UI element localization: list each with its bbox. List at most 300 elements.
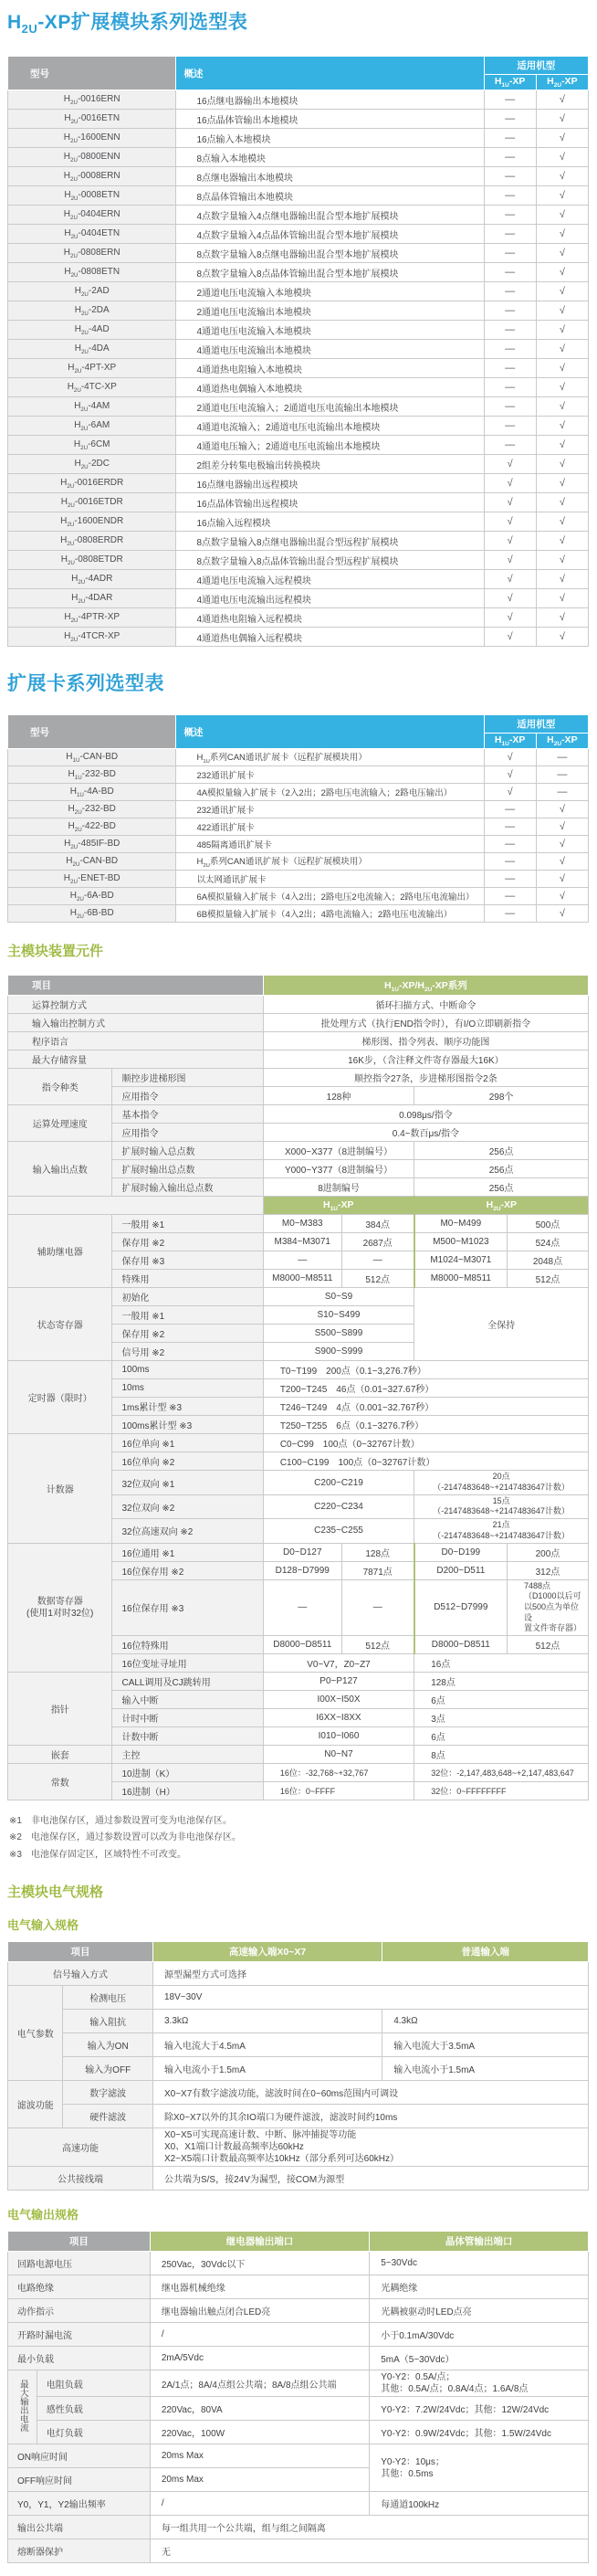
description-cell: 16点输入远程模块 xyxy=(176,512,484,532)
table-row xyxy=(8,1014,589,1032)
table-row xyxy=(8,2370,589,2397)
label-cell: 最大存储容量 xyxy=(8,1050,264,1069)
value-cell: 小于0.1mA/30Vdc xyxy=(370,2323,589,2347)
value-cell: 4.3kΩ xyxy=(382,2010,589,2033)
model-cell: $H_{2U}-2AD$ xyxy=(8,282,176,301)
label-cell: 输入为OFF xyxy=(63,2057,153,2081)
model-cell: $H_{2U}-6A-BD$ xyxy=(8,888,176,905)
check-cell-h1u: √ xyxy=(484,749,536,766)
table-row xyxy=(8,1105,589,1124)
column-header-h2u-xp: $H_{2U}-XP$ xyxy=(536,75,588,90)
description-cell: 4通道电压电流输入本地模块 xyxy=(176,321,484,340)
group-label-cell: 辅助继电器 xyxy=(8,1215,112,1288)
value-cell: Y000~Y377（8进制编号） xyxy=(263,1160,414,1178)
value-cell: — xyxy=(263,1579,341,1635)
label-cell: 回路电源电压 xyxy=(8,2252,151,2275)
check-cell-h2u: √ xyxy=(536,628,588,647)
value-cell: M0~M499 xyxy=(414,1215,508,1233)
table-row xyxy=(8,455,589,474)
label-cell: 开路时漏电流 xyxy=(8,2323,151,2347)
description-cell: 4通道电压电流输出远程模块 xyxy=(176,589,484,608)
value-cell: 128点 xyxy=(414,1672,589,1690)
value-cell: C200~C219 xyxy=(263,1471,414,1494)
value-cell: 250Vac，30Vdc以下 xyxy=(150,2252,369,2275)
model-cell: $H_{2U}-0808ERDR$ xyxy=(8,532,176,551)
value-cell: 5mA（5~30Vdc） xyxy=(370,2347,589,2370)
table-row xyxy=(8,888,589,905)
model-cell: $H_{2U}-0404ETN$ xyxy=(8,225,176,244)
value-cell: 256点 xyxy=(414,1160,589,1178)
model-cell: $H_{2U}-ENET-BD$ xyxy=(8,871,176,888)
check-cell-h1u: √ xyxy=(484,474,536,493)
group-label-cell: 电气参数 xyxy=(8,1986,63,2081)
value-cell: 3点 xyxy=(414,1708,589,1726)
table-row xyxy=(8,263,589,282)
check-cell-h2u: √ xyxy=(536,493,588,512)
check-cell-h1u: — xyxy=(484,397,536,417)
value-cell: 继电器输出触点闭合LED亮 xyxy=(150,2299,369,2323)
description-cell: 16点继电器输出远程模块 xyxy=(176,474,484,493)
label-cell: 保存用 ※2 xyxy=(112,1233,263,1251)
description-cell: 4通道热电阻输入本地模块 xyxy=(176,359,484,378)
table-row xyxy=(8,301,589,321)
label-cell: 扩展时输入输出总点数 xyxy=(112,1178,263,1197)
model-cell: $H_{2U}-0016ERDR$ xyxy=(8,474,176,493)
table-row xyxy=(8,2167,589,2191)
main-module-components-table xyxy=(7,975,589,1800)
table-row xyxy=(8,2232,589,2252)
value-cell: C235~C255 xyxy=(263,1519,414,1543)
value-cell: V0~V7，Z0~Z7 xyxy=(263,1653,414,1672)
label-cell: 扩展时输出总点数 xyxy=(112,1160,263,1178)
value-cell: T250~T255 6点（0.1~3276.7秒） xyxy=(263,1416,588,1434)
table-row xyxy=(8,378,589,397)
description-cell: 4通道电压输入；2通道电压电流输出本地模块 xyxy=(176,436,484,455)
value-cell: 输入电流大于3.5mA xyxy=(382,2033,589,2057)
table-row xyxy=(8,976,589,996)
check-cell-h1u: — xyxy=(484,186,536,206)
model-cell: $H_{2U}-4DAR$ xyxy=(8,589,176,608)
label-cell: 计数中断 xyxy=(112,1726,263,1745)
check-cell-h2u: √ xyxy=(536,340,588,359)
label-cell: 高速功能 xyxy=(8,2128,153,2167)
check-cell-h2u: √ xyxy=(536,359,588,378)
description-cell: 16点晶体管输出远程模块 xyxy=(176,493,484,512)
description-cell: 232通讯扩展卡 xyxy=(176,766,484,784)
group-label-cell: 状态寄存器 xyxy=(8,1288,112,1361)
check-cell-h2u: √ xyxy=(536,397,588,417)
table-row xyxy=(8,1745,589,1763)
description-cell: 2组差分转集电极输出转换模块 xyxy=(176,455,484,474)
value-cell: 500点 xyxy=(507,1215,588,1233)
description-cell: 6A模拟量输入扩展卡（4入2出；2路电压2电流输入；2路电压电流输出） xyxy=(176,888,484,905)
label-cell: 32位高速双向 ※2 xyxy=(112,1519,263,1543)
check-cell-h1u: — xyxy=(484,263,536,282)
value-cell: 源型漏型方式可选择 xyxy=(152,1962,588,1986)
description-cell: 16点继电器输出本地模块 xyxy=(176,90,484,110)
label-cell: 扩展时输入总点数 xyxy=(112,1142,263,1160)
value-cell: / xyxy=(150,2323,369,2347)
footnote-1: ※1 非电池保存区，通过参数设置可变为电池保存区。 xyxy=(9,1815,232,1826)
value-cell: 6点 xyxy=(414,1690,589,1708)
check-cell-h2u: √ xyxy=(536,282,588,301)
value-cell: 公共端为S/S，接24V为漏型，接COM为源型 xyxy=(152,2167,588,2191)
check-cell-h1u: — xyxy=(484,301,536,321)
model-cell: $H_{2U}-2DA$ xyxy=(8,301,176,321)
description-cell: 4通道热电阻输入远程模块 xyxy=(176,608,484,628)
value-cell: 全保持 xyxy=(414,1288,589,1361)
description-cell: 422通讯扩展卡 xyxy=(176,818,484,836)
value-cell: 512点 xyxy=(507,1270,588,1288)
value-cell: 5~30Vdc xyxy=(370,2252,589,2275)
value-cell: T246~T249 4点（0.001~32.767秒） xyxy=(263,1398,588,1416)
label-cell: 最小负载 xyxy=(8,2347,151,2370)
column-header-desc: 概述 xyxy=(176,57,484,90)
table-header-cell: 项目 xyxy=(8,2232,151,2252)
description-cell: 4A模拟量输入扩展卡（2入2出；2路电压电流输入；2路电压输出） xyxy=(176,784,484,801)
table-row xyxy=(8,129,589,148)
description-cell: 4通道热电偶输入远程模块 xyxy=(176,628,484,647)
table-row xyxy=(8,551,589,570)
label-cell: 硬件滤波 xyxy=(63,2105,153,2128)
table-row xyxy=(8,225,589,244)
check-cell-h1u: √ xyxy=(484,589,536,608)
value-cell: 32位：0~FFFFFFFF xyxy=(414,1781,589,1800)
table-row xyxy=(8,996,589,1014)
value-cell: T200~T245 46点（0.01~327.67秒） xyxy=(263,1379,588,1398)
description-cell: 4点数字量输入4点继电器输出混合型本地扩展模块 xyxy=(176,206,484,225)
check-cell-h2u: √ xyxy=(536,244,588,263)
table-row xyxy=(8,493,589,512)
check-cell-h2u: √ xyxy=(536,888,588,905)
table-row xyxy=(8,90,589,110)
label-cell: 电灯负载 xyxy=(37,2421,150,2444)
value-cell: S500~S899 xyxy=(263,1325,414,1343)
value-cell: 7871点 xyxy=(341,1561,414,1579)
check-cell-h1u: — xyxy=(484,129,536,148)
check-cell-h2u: √ xyxy=(536,818,588,836)
label-cell: 32位双向 ※2 xyxy=(112,1494,263,1518)
table-row xyxy=(8,436,589,455)
check-cell-h1u: √ xyxy=(484,784,536,801)
value-cell: 2A/1点；8A/4点组公共端；8A/8点组公共端 xyxy=(150,2370,369,2397)
check-cell-h2u: √ xyxy=(536,589,588,608)
label-cell: 保存用 ※3 xyxy=(112,1251,263,1270)
model-cell: $H_{2U}-0808ETN$ xyxy=(8,263,176,282)
check-cell-h2u: √ xyxy=(536,532,588,551)
table-header-cell: 继电器输出端口 xyxy=(150,2232,369,2252)
value-cell: M8000~M8511 xyxy=(414,1270,508,1288)
table-row xyxy=(8,2492,589,2516)
value-cell: 批处理方式（执行END指令时），有I/O立即刷新指令 xyxy=(263,1014,588,1032)
check-cell-h2u: √ xyxy=(536,474,588,493)
table-row xyxy=(8,853,589,871)
value-cell: 220Vac，80VA xyxy=(150,2397,369,2421)
table-row xyxy=(8,1543,589,1561)
table-header-cell: 晶体管输出端口 xyxy=(370,2232,589,2252)
table-row xyxy=(8,818,589,836)
value-cell: M8000~M8511 xyxy=(263,1270,341,1288)
value-cell: 光耦被驱动时LED点亮 xyxy=(370,2299,589,2323)
group-label-cell: 常数 xyxy=(8,1763,112,1800)
description-cell: 以太网通讯扩展卡 xyxy=(176,871,484,888)
table-row xyxy=(8,186,589,206)
model-cell: $H_{2U}-4DA$ xyxy=(8,340,176,359)
label-cell: 运算控制方式 xyxy=(8,996,264,1014)
value-cell: D512~D7999 xyxy=(414,1579,508,1635)
check-cell-h2u: — xyxy=(536,784,588,801)
description-cell: 2通道电压电流输入；2通道电压电流输出本地模块 xyxy=(176,397,484,417)
label-cell: 16进制（H） xyxy=(112,1781,263,1800)
table-row xyxy=(8,2347,589,2370)
label-cell: 16位特殊用 xyxy=(112,1635,263,1653)
model-cell: $H_{2U}-485IF-BD$ xyxy=(8,836,176,853)
expansion-card-selection-table xyxy=(7,714,589,923)
table-header-cell: 项目 xyxy=(8,1942,153,1962)
model-cell: $H_{2U}-4AD$ xyxy=(8,321,176,340)
check-cell-h2u: √ xyxy=(536,417,588,436)
check-cell-h2u: √ xyxy=(536,455,588,474)
value-cell: — xyxy=(263,1251,341,1270)
label-cell: 计时中断 xyxy=(112,1708,263,1726)
value-cell: Y0-Y2：10μs； 其他：0.5ms xyxy=(370,2444,589,2492)
model-cell: $H_{2U}-0808ERN$ xyxy=(8,244,176,263)
value-cell: I010~I060 xyxy=(263,1726,414,1745)
value-cell: X0~X5可实现高速计数、中断、脉冲捕捉等功能 X0、X1端口计数最高频率达60kHz X2~X5端口计数最高频率达10kHz（部分系列可达60kHz） xyxy=(152,2128,588,2167)
group-label-cell: 嵌套 xyxy=(8,1745,112,1763)
column-header-desc: 概述 xyxy=(176,715,484,749)
value-cell: 15点 （-2147483648~+2147483647计数） xyxy=(414,1494,589,1518)
value-cell: 16位：-32,768~+32,767 xyxy=(263,1763,414,1781)
table-row xyxy=(8,206,589,225)
model-cell: $H_{2U}-6CM$ xyxy=(8,436,176,455)
model-cell: $H_{2U}-0008ETN$ xyxy=(8,186,176,206)
description-cell: 485隔离通讯扩展卡 xyxy=(176,836,484,853)
description-cell: 2通道电压电流输入本地模块 xyxy=(176,282,484,301)
value-cell: 2048点 xyxy=(507,1251,588,1270)
group-label-cell: 输入输出点数 xyxy=(8,1142,112,1197)
value-cell: M384~M3071 xyxy=(263,1233,341,1251)
check-cell-h1u: — xyxy=(484,340,536,359)
label-cell: 顺控步进梯形图 xyxy=(112,1069,263,1087)
value-cell: S0~S9 xyxy=(263,1288,414,1306)
label-cell: 一般用 ※1 xyxy=(112,1306,263,1325)
label-cell: 16位保存用 ※3 xyxy=(112,1579,263,1635)
table-row xyxy=(8,417,589,436)
model-cell: $H_{2U}-6AM$ xyxy=(8,417,176,436)
table-row xyxy=(8,2275,589,2299)
label-cell: 应用指令 xyxy=(112,1087,263,1105)
description-cell: 4通道电压电流输出本地模块 xyxy=(176,340,484,359)
value-cell: 512点 xyxy=(341,1635,414,1653)
model-cell: $H_{2U}-6B-BD$ xyxy=(8,905,176,923)
label-cell: 输入阻抗 xyxy=(63,2010,153,2033)
model-cell: $H_{2U}-232-BD$ xyxy=(8,801,176,818)
table-row xyxy=(8,2397,589,2421)
check-cell-h1u: — xyxy=(484,417,536,436)
table-row xyxy=(8,397,589,417)
description-cell: 8点数字量输入8点晶体管输出混合型远程扩展模块 xyxy=(176,551,484,570)
series-header-cell: $H_{2U}-XP$ xyxy=(414,1197,589,1215)
value-cell: 输入电流小于1.5mA xyxy=(152,2057,382,2081)
value-cell: X000~X377（8进制编号） xyxy=(263,1142,414,1160)
table-row xyxy=(8,608,589,628)
label-cell: 16位变址寻址用 xyxy=(112,1653,263,1672)
check-cell-h1u: √ xyxy=(484,455,536,474)
label-cell: 16位通用 ※1 xyxy=(112,1543,263,1561)
check-cell-h2u: √ xyxy=(536,512,588,532)
value-cell: 32位：-2,147,483,648~+2,147,483,647 xyxy=(414,1763,589,1781)
model-cell: $H_{2U}-0016ETDR$ xyxy=(8,493,176,512)
column-header-applicable: 适用机型 xyxy=(484,715,588,734)
table-row xyxy=(8,2252,589,2275)
check-cell-h1u: √ xyxy=(484,532,536,551)
table-row xyxy=(8,749,589,766)
label-cell: 16位保存用 ※2 xyxy=(112,1561,263,1579)
value-cell: I6XX~I8XX xyxy=(263,1708,414,1726)
check-cell-h2u: √ xyxy=(536,129,588,148)
value-cell: 0.098μs/指令 xyxy=(263,1105,588,1124)
label-cell: 特殊用 xyxy=(112,1270,263,1288)
check-cell-h1u: — xyxy=(484,853,536,871)
column-header-h1u-xp: $H_{1U}-XP$ xyxy=(484,734,536,749)
check-cell-h1u: — xyxy=(484,282,536,301)
check-cell-h2u: √ xyxy=(536,321,588,340)
model-cell: $H_{2U}-1600ENDR$ xyxy=(8,512,176,532)
label-cell: 一般用 ※1 xyxy=(112,1215,263,1233)
label-cell xyxy=(8,1197,264,1215)
check-cell-h2u: √ xyxy=(536,871,588,888)
column-header-h2u-xp: $H_{2U}-XP$ xyxy=(536,734,588,749)
check-cell-h1u: — xyxy=(484,436,536,455)
value-cell: P0~P127 xyxy=(263,1672,414,1690)
check-cell-h2u: √ xyxy=(536,853,588,871)
model-cell: $H_{2U}-4PT-XP$ xyxy=(8,359,176,378)
table-row xyxy=(8,2105,589,2128)
description-cell: 2通道电压电流输出本地模块 xyxy=(176,301,484,321)
label-cell: 信号输入方式 xyxy=(8,1962,153,1986)
label-cell: 公共接线端 xyxy=(8,2167,153,2191)
value-cell: 2687点 xyxy=(341,1233,414,1251)
check-cell-h2u: √ xyxy=(536,570,588,589)
value-cell: S900~S999 xyxy=(263,1343,414,1361)
check-cell-h2u: √ xyxy=(536,836,588,853)
value-cell: 8点 xyxy=(414,1745,589,1763)
description-cell: 4点数字量输入4点晶体管输出混合型本地扩展模块 xyxy=(176,225,484,244)
table-row xyxy=(8,2444,589,2468)
table-row xyxy=(8,359,589,378)
table-row xyxy=(8,905,589,923)
description-cell: 4通道热电偶输入本地模块 xyxy=(176,378,484,397)
value-cell: 输入电流大于4.5mA xyxy=(152,2033,382,2057)
value-cell: 512点 xyxy=(507,1635,588,1653)
value-cell: 200点 xyxy=(507,1543,588,1561)
label-cell: 感性负载 xyxy=(37,2397,150,2421)
check-cell-h2u: √ xyxy=(536,551,588,570)
check-cell-h1u: — xyxy=(484,905,536,923)
value-cell: 光耦绝缘 xyxy=(370,2275,589,2299)
description-cell: 8点输入本地模块 xyxy=(176,148,484,167)
footnote-3: ※3 电池保存固定区，区域特性不可改变。 xyxy=(9,1849,186,1860)
table-row xyxy=(8,836,589,853)
column-header-applicable: 适用机型 xyxy=(484,57,588,75)
section-title-device-components: 主模块装置元件 xyxy=(7,944,104,960)
value-cell: 18V~30V xyxy=(152,1986,588,2010)
label-cell: 32位双向 ※1 xyxy=(112,1471,263,1494)
series-header-cell: $H_{1U}-XP$ xyxy=(263,1197,414,1215)
subsection-title-output-specs: 电气输出规格 xyxy=(7,2208,79,2222)
model-cell: $H_{2U}-0016ETN$ xyxy=(8,110,176,129)
table-row xyxy=(8,148,589,167)
group-label-cell: 最大输出电流 xyxy=(8,2370,37,2444)
table-row xyxy=(8,474,589,493)
model-cell: $H_{1U}-CAN-BD$ xyxy=(8,749,176,766)
description-cell: 8点晶体管输出本地模块 xyxy=(176,186,484,206)
group-label-cell: 指针 xyxy=(8,1672,112,1745)
footnote-2: ※2 电池保存区，通过参数设置可以改为非电池保存区。 xyxy=(9,1832,241,1843)
value-cell: Y0-Y2：0.5A/点； 其他：0.5A/点；0.8A/4点；1.6A/8点 xyxy=(370,2370,589,2397)
check-cell-h2u: √ xyxy=(536,225,588,244)
table-row xyxy=(8,2033,589,2057)
model-cell: $H_{2U}-4PTR-XP$ xyxy=(8,608,176,628)
subsection-title-input-specs: 电气输入规格 xyxy=(7,1918,79,1933)
check-cell-h2u: — xyxy=(536,766,588,784)
value-cell: S10~S499 xyxy=(263,1306,414,1325)
value-cell: 0.4~数百μs/指令 xyxy=(263,1124,588,1142)
value-cell: 8进制编号 xyxy=(263,1178,414,1197)
table-row xyxy=(8,340,589,359)
description-cell: 4通道电流输入；2通道电压电流输出本地模块 xyxy=(176,417,484,436)
check-cell-h2u: √ xyxy=(536,90,588,110)
check-cell-h1u: — xyxy=(484,110,536,129)
description-cell: 16点输入本地模块 xyxy=(176,129,484,148)
value-cell: 输入电流小于1.5mA xyxy=(382,2057,589,2081)
value-cell: D0~D127 xyxy=(263,1543,341,1561)
description-cell: 6B模拟量输入扩展卡（4入2出；4路电流输入；2路电压电流输出） xyxy=(176,905,484,923)
label-cell: 输出公共端 xyxy=(8,2516,151,2539)
value-cell: 7488点 （D1000以后可 以500点为单位设 置文件寄存器） xyxy=(507,1579,588,1635)
label-cell: 检测电压 xyxy=(63,1986,153,2010)
expansion-module-selection-table xyxy=(7,56,589,647)
value-cell: 16K步，（含注释文件寄存器最大16K） xyxy=(263,1050,588,1069)
check-cell-h1u: √ xyxy=(484,628,536,647)
check-cell-h1u: √ xyxy=(484,570,536,589)
table-row xyxy=(8,766,589,784)
table-row xyxy=(8,628,589,647)
value-cell: C0~C99 100点（0~32767计数） xyxy=(263,1434,588,1452)
description-cell: 232通讯扩展卡 xyxy=(176,801,484,818)
description-cell: 16点晶体管输出本地模块 xyxy=(176,110,484,129)
value-cell: 220Vac，100W xyxy=(150,2421,369,2444)
label-cell: 熔断器保护 xyxy=(8,2539,151,2563)
model-cell: $H_{2U}-CAN-BD$ xyxy=(8,853,176,871)
label-cell: 数字滤波 xyxy=(63,2081,153,2105)
label-cell: 主控 xyxy=(112,1745,263,1763)
check-cell-h2u: √ xyxy=(536,608,588,628)
value-cell: 128种 xyxy=(263,1087,414,1105)
table-row xyxy=(8,1197,589,1215)
label-cell: 16位单向 ※2 xyxy=(112,1452,263,1471)
column-header-h1u-xp: $H_{1U}-XP$ xyxy=(484,75,536,90)
label-cell: 输入输出控制方式 xyxy=(8,1014,264,1032)
check-cell-h2u: — xyxy=(536,749,588,766)
description-cell: 8点继电器输出本地模块 xyxy=(176,167,484,186)
value-cell: Y0-Y2：0.9W/24Vdc；其他：1.5W/24Vdc xyxy=(370,2421,589,2444)
label-cell: 输入为ON xyxy=(63,2033,153,2057)
table-row xyxy=(8,1050,589,1069)
value-cell: / xyxy=(150,2492,369,2516)
check-cell-h2u: √ xyxy=(536,110,588,129)
